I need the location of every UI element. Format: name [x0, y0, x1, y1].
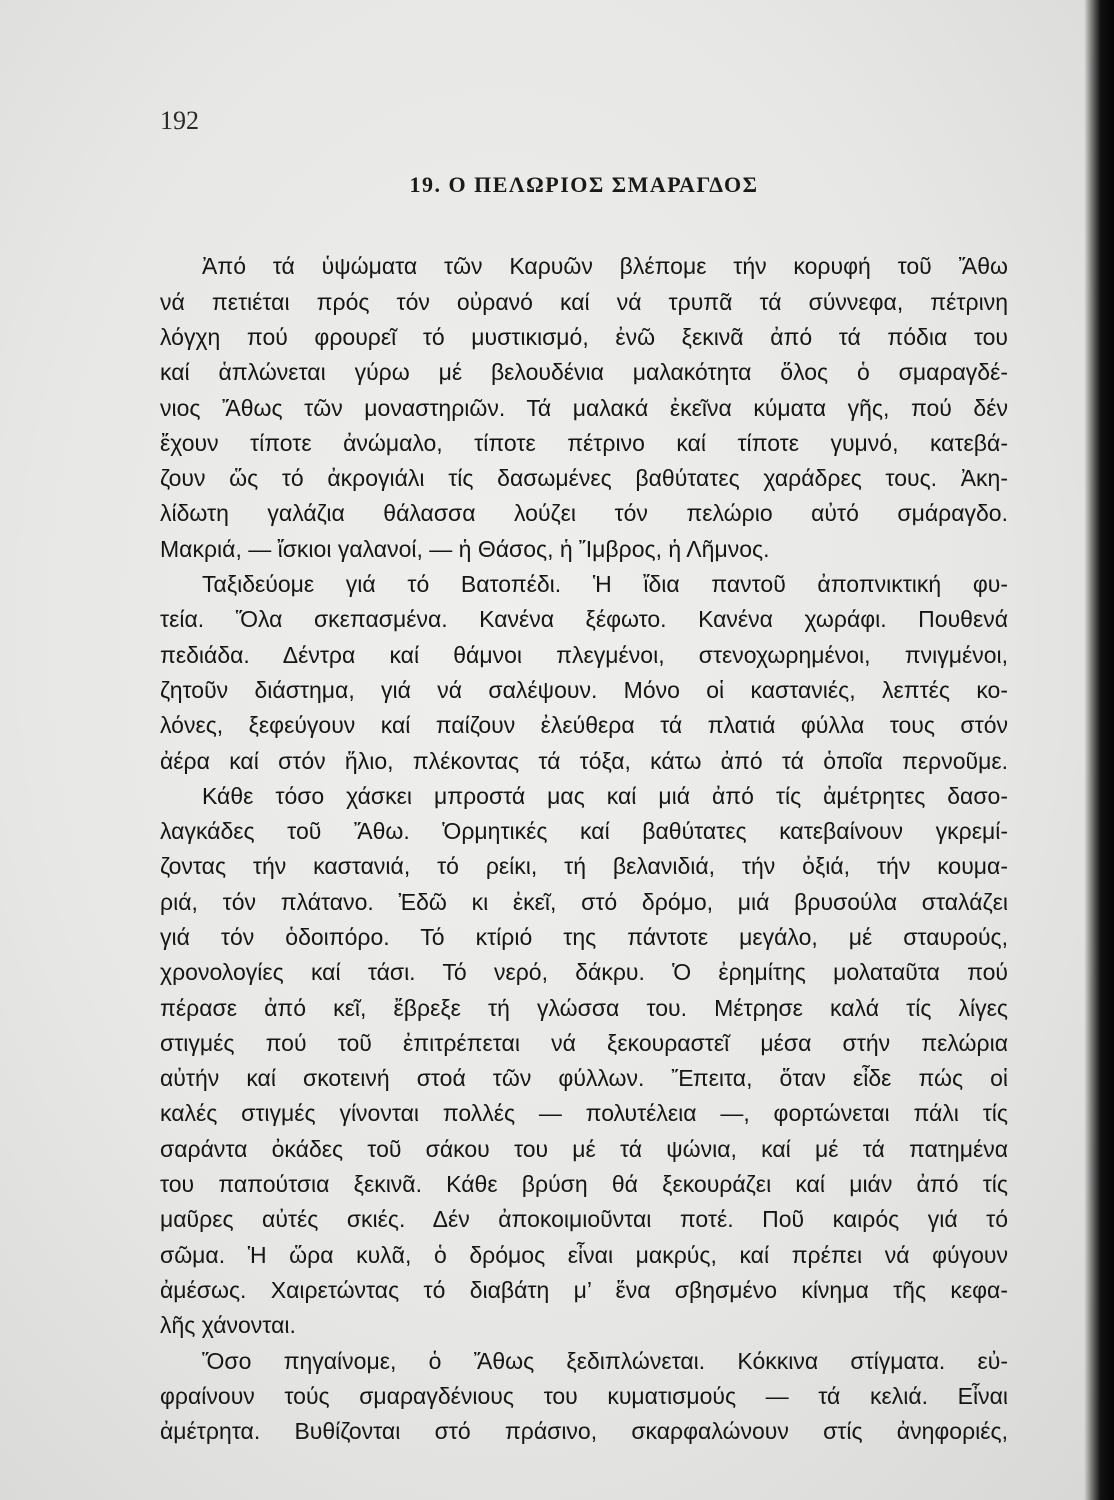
text-line: νά πετιέται πρός τόν οὐρανό καί νά τρυπᾶ τά σύννεφα, πέτρινη	[160, 288, 1008, 315]
text-line: σαράντα ὀκάδες τοῦ σάκου του μέ τά ψώνια, καί μέ τά πατημένα	[160, 1135, 1008, 1162]
text-line: καί ἁπλώνεται γύρω μέ βελουδένια μαλακότητα ὅλος ὁ σμαραγδέ-	[160, 359, 1008, 386]
text-line: λαγκάδες τοῦ Ἄθω. Ὁρμητικές καί βαθύτατες κατεβαίνουν γκρεμί-	[160, 818, 1008, 845]
text-line: χρονολογίες καί τάσι. Τό νερό, δάκρυ. Ὁ ἐρημίτης μολαταῦτα πού	[160, 959, 1008, 986]
text-line: λίδωτη γαλάζια θάλασσα λούζει τόν πελώριο αὐτό σμάραγδο.	[160, 500, 1008, 527]
text-line: πεδιάδα. Δέντρα καί θάμνοι πλεγμένοι, στενοχωρημένοι, πνιγμένοι,	[160, 641, 1008, 668]
page-edge-shadow	[1084, 0, 1114, 1500]
text-line: Μακριά, — ἴσκιοι γαλανοί, — ἡ Θάσος, ἡ Ἴμβρος, ἡ Λῆμνος.	[160, 535, 770, 562]
page-number: 192	[160, 106, 199, 135]
text-line: ζητοῦν διάστημα, γιά νά σαλέψουν. Μόνο οἱ καστανιές, λεπτές κο-	[160, 676, 1008, 703]
paragraph	[160, 779, 1008, 1344]
text-line: σῶμα. Ἡ ὥρα κυλᾶ, ὁ δρόμος εἶναι μακρύς, καί πρέπει νά φύγουν	[160, 1241, 1008, 1268]
text-line: λῆς χάνονται.	[160, 1312, 296, 1339]
text-line: λόνες, ξεφεύγουν καί παίζουν ἐλεύθερα τά πλατιά φύλλα τους στόν	[160, 712, 1008, 739]
text-line: καλές στιγμές γίνονται πολλές — πολυτέλεια —, φορτώνεται πάλι τίς	[160, 1100, 1008, 1127]
text-line: στιγμές πού τοῦ ἐπιτρέπεται νά ξεκουραστεῖ μέσα στήν πελώρια	[160, 1029, 1008, 1056]
text-line: νιος Ἄθως τῶν μοναστηριῶν. Τά μαλακά ἐκεῖνα κύματα γῆς, πού δέν	[160, 394, 1008, 421]
paragraph	[160, 1344, 1008, 1450]
text-line: ἔχουν τίποτε ἀνώμαλο, τίποτε πέτρινο καί τίποτε γυμνό, κατεβά-	[160, 429, 1008, 456]
text-line: μαῦρες αὐτές σκιές. Δέν ἀποκοιμιοῦνται ποτέ. Ποῦ καιρός γιά τό	[160, 1206, 1008, 1233]
chapter-title: 19. Ο ΠΕΛΩΡΙΟΣ ΣΜΑΡΑΓΔΟΣ	[409, 172, 759, 197]
text-line: Ἀπό τά ὑψώματα τῶν Καρυῶν βλέπομε τήν κορυφή τοῦ Ἄθω	[202, 253, 1008, 280]
text-line: πέρασε ἀπό κεῖ, ἔβρεξε τή γλώσσα του. Μέτρησε καλά τίς λίγες	[160, 994, 1008, 1021]
text-line: ζοντας τήν καστανιά, τό ρείκι, τή βελανιδιά, τήν ὀξιά, τήν κουμα-	[160, 853, 1008, 880]
text-line: ἀμέτρητα. Βυθίζονται στό πράσινο, σκαρφαλώνουν στίς ἀνηφοριές,	[160, 1418, 1008, 1445]
text-line: του παπούτσια ξεκινᾶ. Κάθε βρύση θά ξεκουράζει καί μιάν ἀπό τίς	[160, 1171, 1008, 1198]
text-line: Ταξιδεύομε γιά τό Βατοπέδι. Ἡ ἴδια παντοῦ ἀποπνικτική φυ-	[202, 571, 1008, 598]
text-line: Κάθε τόσο χάσκει μπροστά μας καί μιά ἀπό τίς ἀμέτρητες δασο-	[202, 782, 1008, 809]
text-line: φραίνουν τούς σμαραγδένιους του κυματισμούς — τά κελιά. Εἶναι	[160, 1382, 1008, 1409]
text-line: ριά, τόν πλάτανο. Ἐδῶ κι ἐκεῖ, στό δρόμο, μιά βρυσούλα σταλάζει	[160, 888, 1008, 915]
paragraph	[160, 249, 1008, 567]
text-line: γιά τόν ὁδοιπόρο. Τό κτίριό της πάντοτε μεγάλο, μέ σταυρούς,	[160, 923, 1008, 950]
text-line: τεία. Ὅλα σκεπασμένα. Κανένα ξέφωτο. Κανένα χωράφι. Πουθενά	[160, 606, 1008, 633]
body-text	[160, 249, 1008, 1449]
text-line: αὐτήν καί σκοτεινή στοά τῶν φύλλων. Ἔπειτα, ὅταν εἶδε πώς οἱ	[160, 1065, 1008, 1092]
paragraph	[160, 567, 1008, 779]
text-line: λόγχη πού φρουρεῖ τό μυστικισμό, ἐνῶ ξεκινᾶ ἀπό τά πόδια του	[160, 323, 1008, 350]
text-line: ζουν ὥς τό ἀκρογιάλι τίς δασωμένες βαθύτατες χαράδρες τους. Ἀκη-	[160, 465, 1008, 492]
text-line: ἀμέσως. Χαιρετώντας τό διαβάτη μ’ ἕνα σβησμένο κίνημα τῆς κεφα-	[160, 1276, 1008, 1303]
text-line: Ὅσο πηγαίνομε, ὁ Ἄθως ξεδιπλώνεται. Κόκκινα στίγματα. εὐ-	[202, 1347, 1008, 1374]
text-line: ἀέρα καί στόν ἥλιο, πλέκοντας τά τόξα, κάτω ἀπό τά ὁποῖα περνοῦμε.	[160, 747, 1008, 774]
